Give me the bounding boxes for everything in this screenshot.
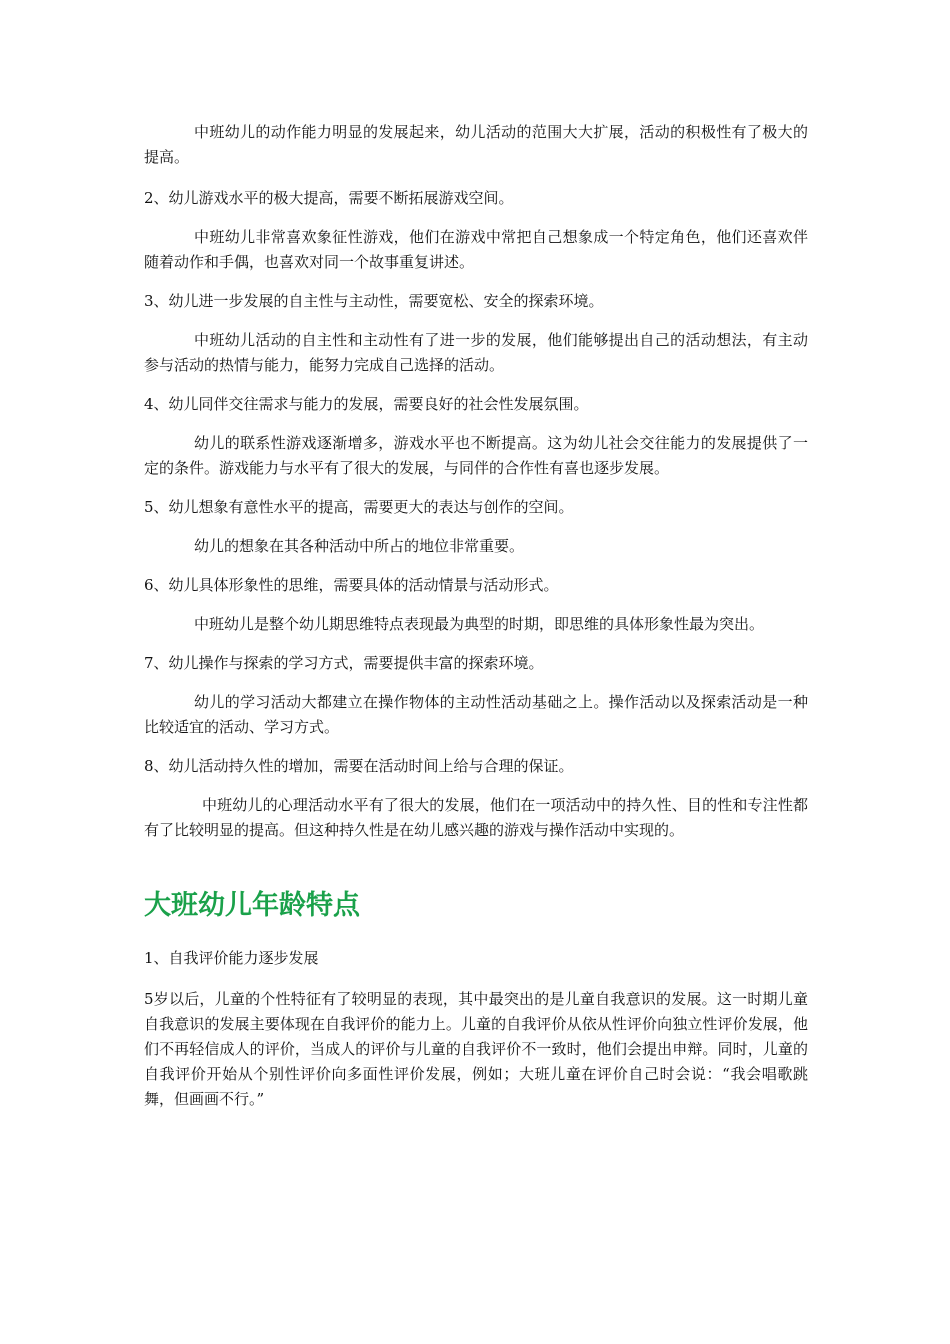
item-body-3: 中班幼儿活动的自主性和主动性有了进一步的发展，他们能够提出自己的活动想法，有主动参与活动的热情与能力，能努力完成自己选择的活动。 — [144, 331, 808, 374]
item-body-8: 中班幼儿的心理活动水平有了很大的发展，他们在一项活动中的持久性、目的性和专注性都有了比较明显的提高。但这种持久性是在幼儿感兴趣的游戏与操作活动中实现的。 — [144, 796, 808, 839]
item-heading-6: 6、幼儿具体形象性的思维，需要具体的活动情景与活动形式。 — [144, 576, 559, 594]
item-body-4: 幼儿的联系性游戏逐渐增多，游戏水平也不断提高。这为幼儿社会交往能力的发展提供了一定的条件。游戏能力与水平有了很大的发展，与同伴的合作性有喜也逐步发展。 — [144, 434, 808, 477]
item-body-7: 幼儿的学习活动大都建立在操作物体的主动性活动基础之上。操作活动以及探索活动是一种比较适宜的活动、学习方式。 — [144, 693, 808, 736]
item-heading-5: 5、幼儿想象有意性水平的提高，需要更大的表达与创作的空间。 — [144, 498, 574, 516]
item-heading-8: 8、幼儿活动持久性的增加，需要在活动时间上给与合理的保证。 — [144, 757, 574, 775]
item-heading-7: 7、幼儿操作与探索的学习方式，需要提供丰富的探索环境。 — [144, 654, 544, 672]
section-title: 大班幼儿年龄特点 — [144, 890, 360, 921]
item-heading-4: 4、幼儿同伴交往需求与能力的发展，需要良好的社会性发展氛围。 — [144, 395, 589, 413]
document-page — [144, 120, 808, 1112]
item-body-2: 中班幼儿非常喜欢象征性游戏，他们在游戏中常把自己想象成一个特定角色，他们还喜欢伴随着动作和手偶，也喜欢对同一个故事重复讲述。 — [144, 228, 808, 271]
section2-heading-1: 1、自我评价能力逐步发展 — [144, 949, 319, 967]
item-heading-2: 2、幼儿游戏水平的极大提高，需要不断拓展游戏空间。 — [144, 189, 514, 207]
section2-body-1: 5岁以后，儿童的个性特征有了较明显的表现，其中最突出的是儿童自我意识的发展。这一时期儿童自我意识的发展主要体现在自我评价的能力上。儿童的自我评价从依从性评价向独立性评价发展，他们不再轻信成人的评价，当成人的评价与儿童的自我评价不一致时，他们会提出申辩。同时，儿童的自我评价开始从个别性评价向多面性评价发展，例如；大班儿童在评价自己时会说：“我会唱歌跳舞，但画画不行。” — [144, 990, 808, 1108]
item-heading-3: 3、幼儿进一步发展的自主性与主动性，需要宽松、安全的探索环境。 — [144, 292, 604, 310]
item-body-5: 幼儿的想象在其各种活动中所占的地位非常重要。 — [194, 537, 525, 555]
item-body-6: 中班幼儿是整个幼儿期思维特点表现最为典型的时期，即思维的具体形象性最为突出。 — [194, 615, 765, 633]
intro-paragraph: 中班幼儿的动作能力明显的发展起来，幼儿活动的范围大大扩展，活动的积极性有了极大的提高。 — [144, 123, 808, 166]
